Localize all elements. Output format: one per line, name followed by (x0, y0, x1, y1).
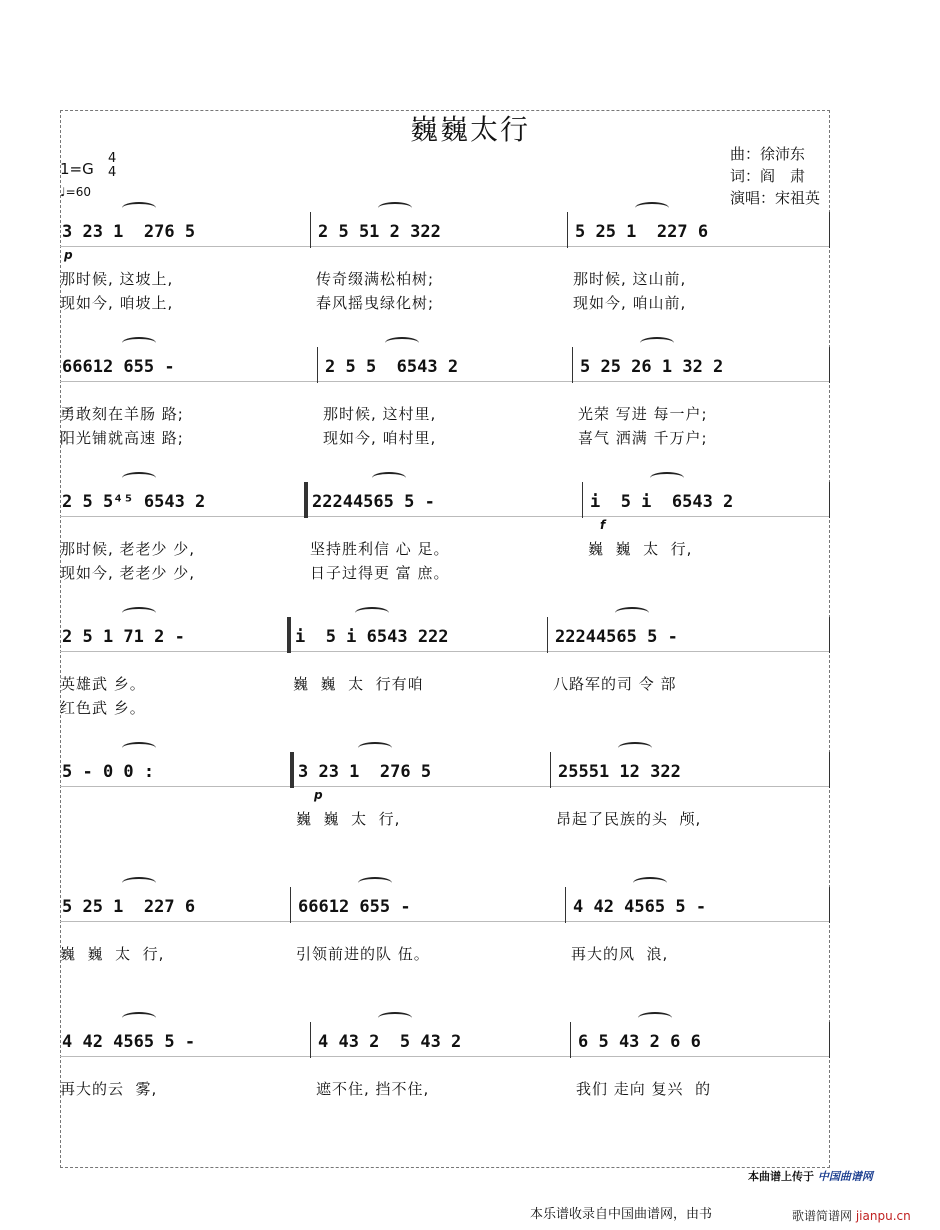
dynamic-mark: f (600, 518, 606, 532)
staff-line (60, 651, 830, 652)
lyric-line: 我们 走向 复兴 的 (576, 1080, 712, 1098)
barline (567, 212, 568, 248)
lyric-line: 春风摇曳绿化树; (316, 294, 435, 312)
barline (290, 752, 294, 788)
measure-notes: 6 5 43 2 6 6 (578, 1032, 701, 1052)
lyric-line: 那时候, 这山前, (573, 270, 687, 288)
barline-end (829, 482, 830, 518)
measure-notes: 5 25 26 1 32 2 (580, 357, 724, 377)
lyric-line: 那时候, 老老少 少, (60, 540, 196, 558)
barline (317, 347, 318, 383)
slur-mark (122, 202, 156, 214)
watermark-url: jianpu.cn (855, 1209, 911, 1223)
time-signature-top: 4 (108, 151, 117, 166)
measure-notes: 3 23 1 276 5 (298, 762, 432, 782)
slur-mark (638, 1012, 672, 1024)
barline-end (829, 1022, 830, 1058)
barline (290, 887, 291, 923)
measure-notes: 5 25 1 227 6 (62, 897, 196, 917)
measure-notes: 66612 655 - (298, 897, 411, 917)
barline (565, 887, 566, 923)
lyric-line: 现如今, 咱坡上, (60, 294, 174, 312)
time-signature (108, 152, 116, 180)
slur-mark (358, 877, 392, 889)
staff-line (60, 246, 830, 247)
measure-notes: 2 5 5 6543 2 (325, 357, 459, 377)
barline (310, 1022, 311, 1058)
barline (570, 1022, 571, 1058)
slur-mark (633, 877, 667, 889)
lyric-line: 遮不住, 挡不住, (316, 1080, 430, 1098)
lyric-line: 日子过得更 富 庶。 (310, 564, 450, 582)
barline-end (829, 887, 830, 923)
lyric-line: 那时候, 这坡上, (60, 270, 174, 288)
key-signature: 1=G (60, 160, 94, 178)
upload-label: 本曲谱上传于 (748, 1170, 814, 1183)
measure-notes: 5 - 0 0 : (62, 762, 155, 782)
dynamic-mark: p (314, 788, 323, 802)
upload-note (748, 1168, 873, 1184)
slur-mark (122, 607, 156, 619)
measure-notes: 4 43 2 5 43 2 (318, 1032, 462, 1052)
slur-mark (122, 337, 156, 349)
slur-mark (650, 472, 684, 484)
measure-notes: 3 23 1 276 5 (62, 222, 196, 242)
slur-mark (355, 607, 389, 619)
measure-notes: 22244565 5 - (555, 627, 678, 647)
lyric-line: 昂起了民族的头 颅, (556, 810, 702, 828)
measure-notes: i 5 i 6543 222 (295, 627, 449, 647)
barline-end (829, 212, 830, 248)
lyric-line: 引领前进的队 伍。 (296, 945, 430, 963)
collected-note: 本乐谱收录自中国曲谱网，由书 (530, 1207, 713, 1222)
watermark-text: 歌谱简谱网 (792, 1209, 853, 1223)
staff-line (60, 921, 830, 922)
barline (547, 617, 548, 653)
lyric-line: 巍 巍 太 行, (60, 945, 165, 963)
measure-notes: 4 42 4565 5 - (62, 1032, 196, 1052)
lyric-line: 英雄武 乡。 (60, 675, 146, 693)
barline-end (829, 347, 830, 383)
lyric-line: 喜气 洒满 千万户; (578, 429, 708, 447)
slur-mark (635, 202, 669, 214)
lyric-line: 传奇缀满松柏树; (316, 270, 435, 288)
barline-end (829, 617, 830, 653)
measure-notes: 2 5 51 2 322 (318, 222, 441, 242)
lyric-line: 八路军的司 令 部 (553, 675, 677, 693)
lyric-line: 巍 巍 太 行, (588, 540, 693, 558)
barline (550, 752, 551, 788)
measure-notes: 4 42 4565 5 - (573, 897, 707, 917)
dynamic-mark: p (64, 248, 73, 262)
lyric-line: 现如今, 咱村里, (323, 429, 437, 447)
lyric-line: 坚持胜利信 心 足。 (310, 540, 450, 558)
staff-line (60, 516, 830, 517)
barline-end (829, 752, 830, 788)
site-logo: 中国曲谱网 (817, 1170, 873, 1183)
lyric-line: 现如今, 咱山前, (573, 294, 687, 312)
slur-mark (385, 337, 419, 349)
lyric-line: 光荣 写进 每一户; (578, 405, 708, 423)
lyric-line: 那时候, 这村里, (323, 405, 437, 423)
watermark (792, 1207, 911, 1224)
measure-notes: 25551 12 322 (558, 762, 681, 782)
measure-notes: 66612 655 - (62, 357, 175, 377)
measure-notes: 2 5 5⁴⁵ 6543 2 (62, 492, 206, 512)
barline (310, 212, 311, 248)
staff-line (60, 786, 830, 787)
slur-mark (378, 202, 412, 214)
tempo-marking: ♩=60 (60, 185, 91, 199)
measure-notes: 22244565 5 - (312, 492, 435, 512)
credit-lyrics: 词：阎 肃 (730, 167, 806, 185)
lyric-line: 再大的云 雾, (60, 1080, 158, 1098)
slur-mark (122, 877, 156, 889)
slur-mark (122, 1012, 156, 1024)
staff-line (60, 381, 830, 382)
slur-mark (358, 742, 392, 754)
time-signature-bottom: 4 (108, 165, 117, 180)
slur-mark (615, 607, 649, 619)
measure-notes: 5 25 1 227 6 (575, 222, 709, 242)
measure-notes: i 5 i 6543 2 (590, 492, 734, 512)
slur-mark (372, 472, 406, 484)
slur-mark (378, 1012, 412, 1024)
credits (730, 143, 840, 209)
barline (572, 347, 573, 383)
barline (287, 617, 291, 653)
credit-music: 曲：徐沛东 (730, 145, 806, 163)
barline (582, 482, 583, 518)
staff-line (60, 1056, 830, 1057)
measure-notes: 2 5 1 71 2 - (62, 627, 185, 647)
slur-mark (122, 472, 156, 484)
lyric-line: 阳光铺就高速 路; (60, 429, 184, 447)
lyric-line: 现如今, 老老少 少, (60, 564, 196, 582)
lyric-line: 红色武 乡。 (60, 699, 146, 717)
barline (304, 482, 308, 518)
slur-mark (618, 742, 652, 754)
slur-mark (640, 337, 674, 349)
lyric-line: 巍 巍 太 行有咱 (293, 675, 424, 693)
score-title: 巍巍太行 (409, 113, 530, 146)
credit-singer: 演唱：宋祖英 (730, 189, 821, 207)
slur-mark (122, 742, 156, 754)
lyric-line: 巍 巍 太 行, (296, 810, 401, 828)
lyric-line: 勇敢刻在羊肠 路; (60, 405, 184, 423)
lyric-line: 再大的风 浪, (571, 945, 669, 963)
